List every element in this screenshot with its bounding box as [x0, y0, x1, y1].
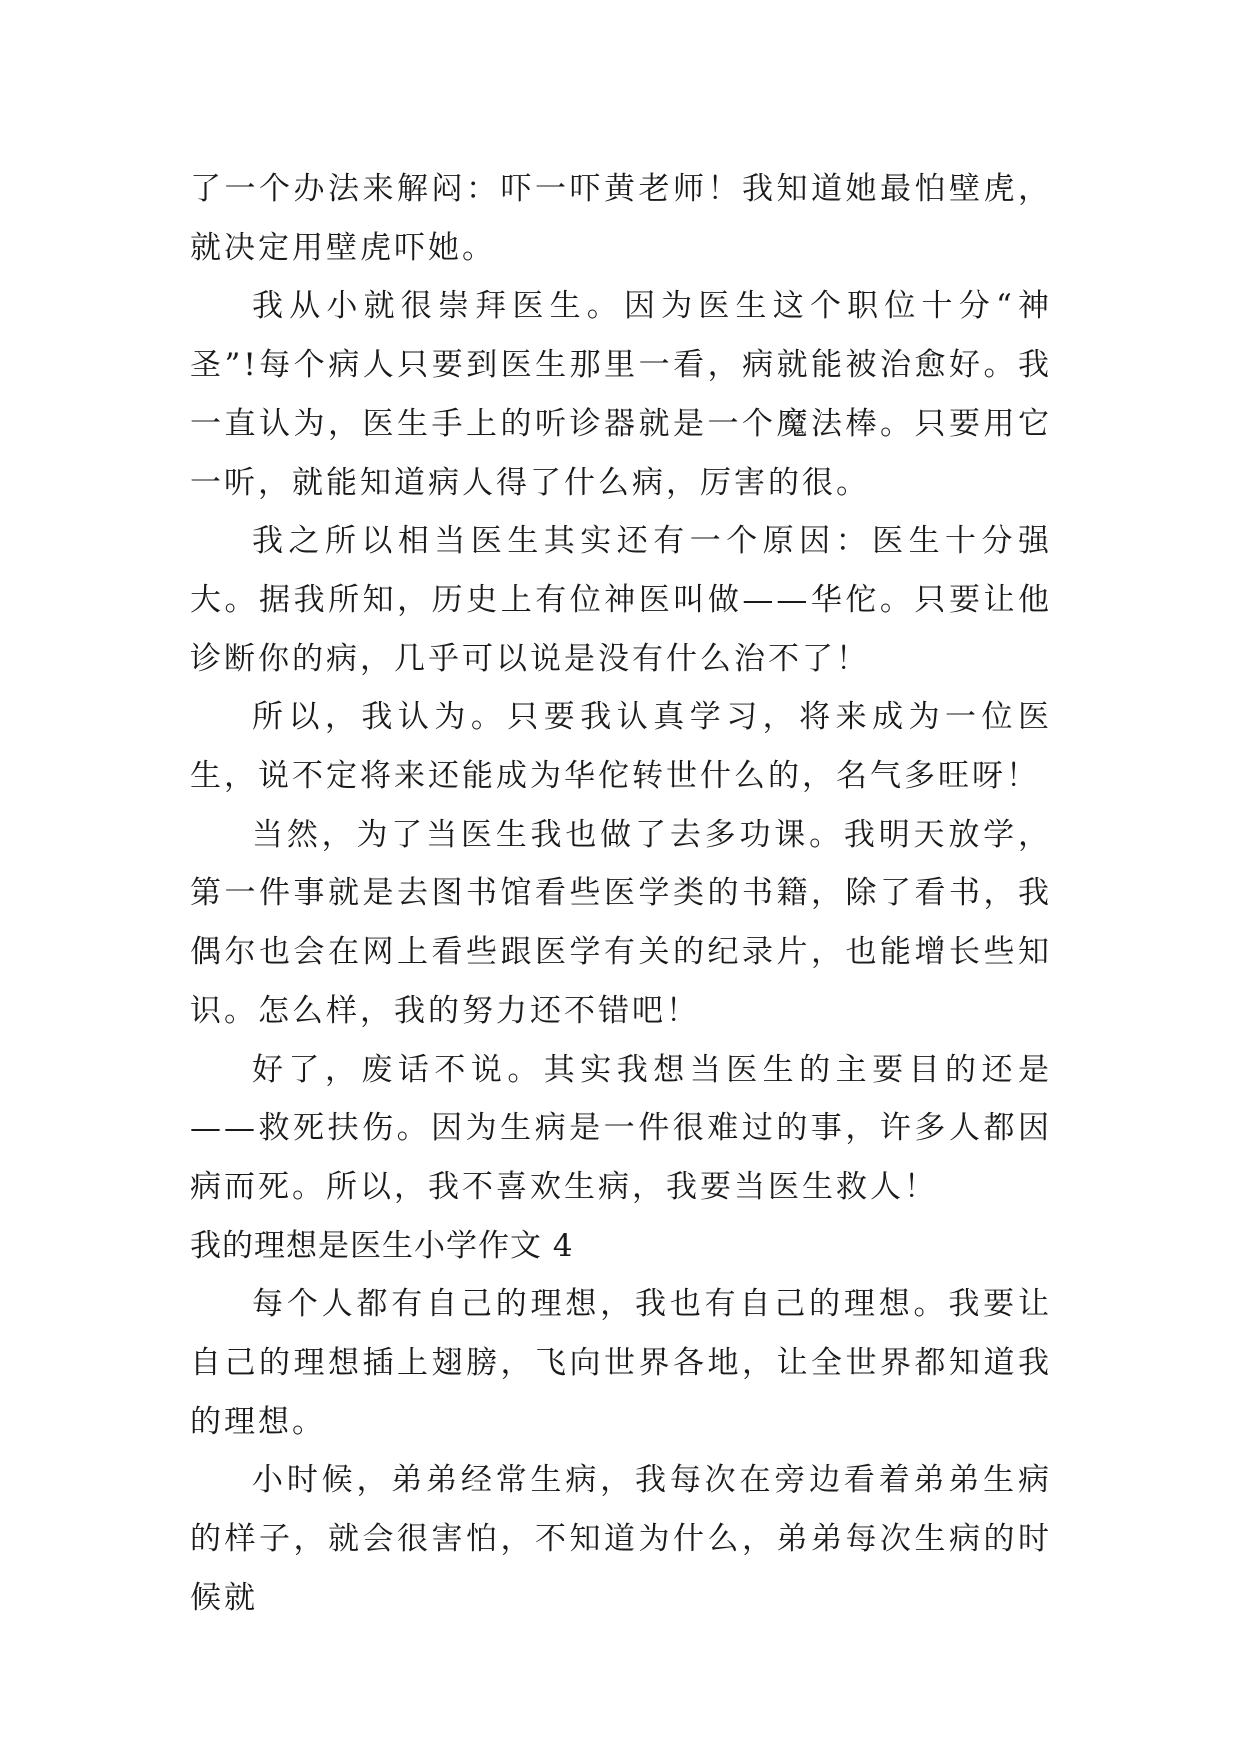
paragraph-3: 我之所以相当医生其实还有一个原因：医生十分强大。据我所知，历史上有位神医叫做——华佗。只要让他诊断你的病，几乎可以说是没有什么治不了！ — [190, 523, 1052, 677]
paragraph-5: 当然，为了当医生我也做了去多功课。我明天放学，第一件事就是去图书馆看些医学类的书籍，除了看书，我偶尔也会在网上看些跟医学有关的纪录片，也能增长些知识。怎么样，我的努力还不错吧！ — [190, 816, 1052, 1029]
paragraph-7: 每个人都有自己的理想，我也有自己的理想。我要让自己的理想插上翅膀，飞向世界各地，让全世界都知道我的理想。 — [190, 1286, 1052, 1440]
paragraph-4: 所以，我认为。只要我认真学习，将来成为一位医生，说不定将来还能成为华佗转世什么的，名气多旺呀！ — [190, 699, 1052, 795]
document-body — [190, 160, 1052, 1628]
paragraph-6: 好了，废话不说。其实我想当医生的主要目的还是——救死扶伤。因为生病是一件很难过的事，许多人都因病而死。所以，我不喜欢生病，我要当医生救人！ — [190, 1051, 1052, 1205]
section-title: 我的理想是医生小学作文 4 — [190, 1227, 574, 1264]
paragraph-8: 小时候，弟弟经常生病，我每次在旁边看着弟弟生病的样子，就会很害怕，不知道为什么，弟弟每次生病的时候就 — [190, 1462, 1052, 1616]
paragraph-1: 了一个办法来解闷：吓一吓黄老师！我知道她最怕壁虎，就决定用壁虎吓她。 — [190, 171, 1052, 266]
paragraph-2: 我从小就很崇拜医生。因为医生这个职位十分“神圣”!每个病人只要到医生那里一看，病就能被治愈好。我一直认为，医生手上的听诊器就是一个魔法棒。只要用它一听，就能知道病人得了什么病，厉害的很。 — [190, 288, 1052, 501]
